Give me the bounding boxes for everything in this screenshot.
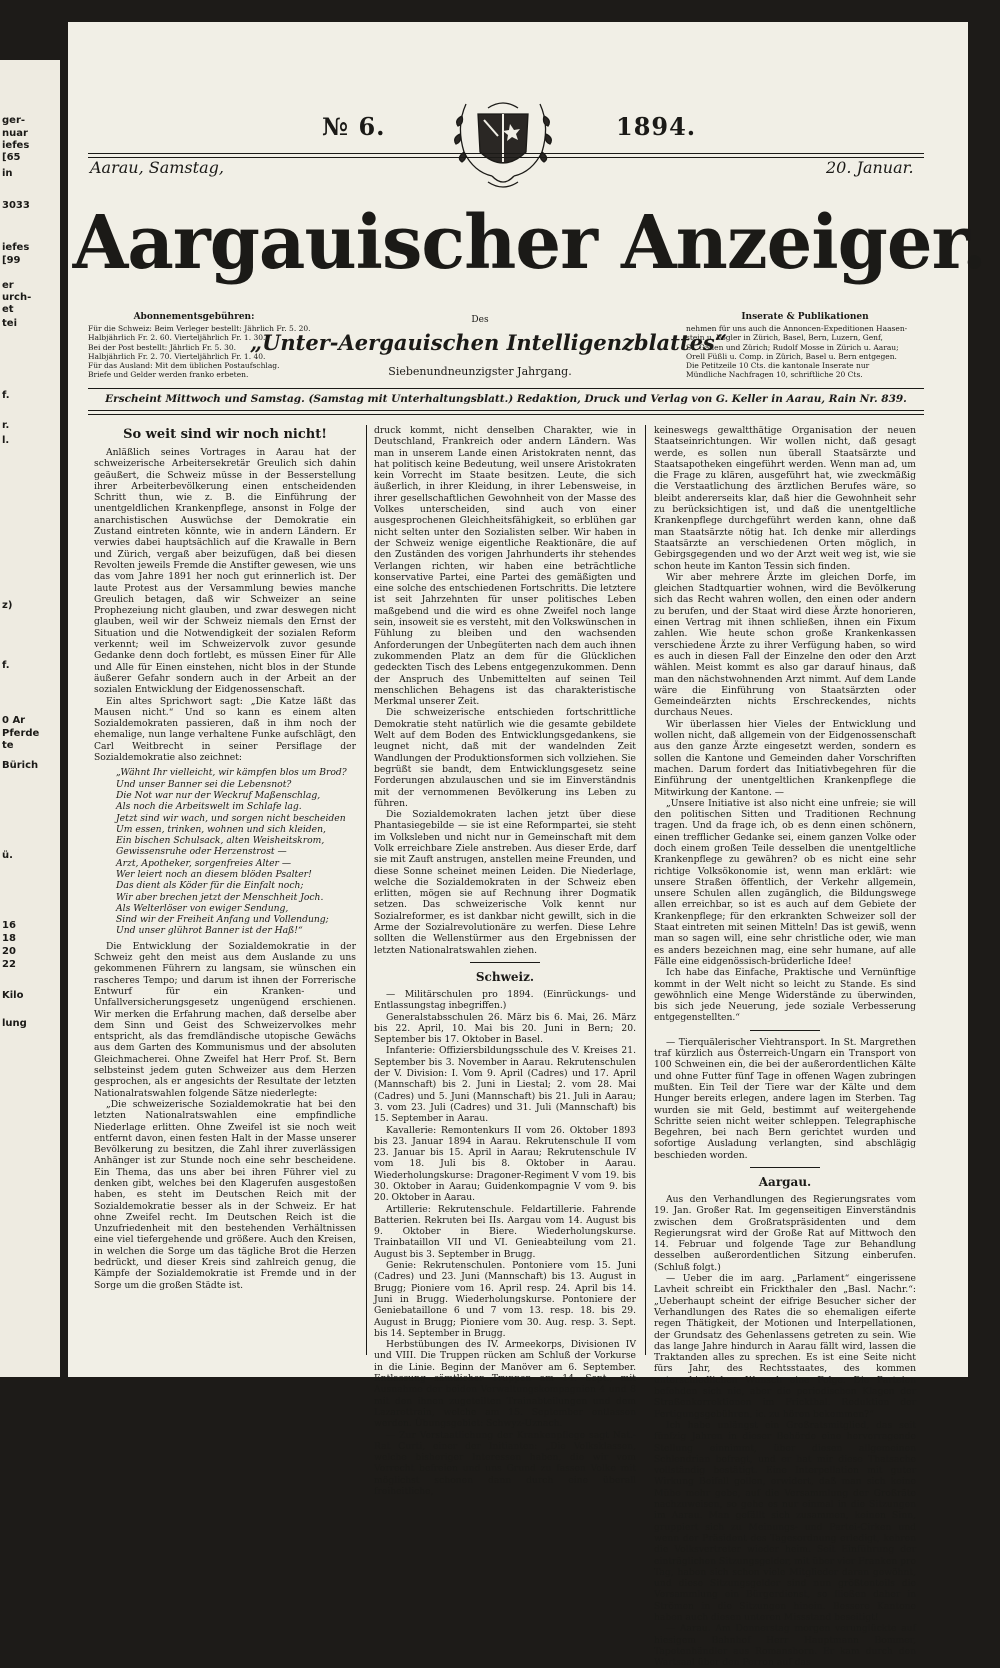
article-paragraph: Ein altes Sprichwort sagt: „Die Katze läßt das Mausen nicht.“ Und so kann es einem alten Sozialdemokraten passieren, daß in ihm noch der ehemalige, nun lange verhaltene Funke aufschlägt, den Carl Weitbrecht in seiner Persiflage der Sozialdemokratie also zeichnet: bbox=[94, 695, 356, 764]
subscription-line: Bei der Post bestellt: Jährlich Fr. 5. 30. bbox=[88, 342, 237, 352]
advertising-box bbox=[686, 312, 924, 380]
section-heading: Schweiz. bbox=[475, 969, 535, 984]
margin-fragment: urch- bbox=[2, 292, 32, 303]
article-paragraph: — Ueber die im aarg. „Parlament“ eingerissene Lavheit schreibt ein Frickthaler den „Basl. Nachr.“: „Ueberhaupt scheint der eifrige Besucher sicher der Verhandlungen des Rates die so ehemaligen eiferte regen Thätigkeit, der Motionen und Interpellationen, der Grundsatz des Gehenlassens getreten zu sein. Wie das lange Jahre hindurch in Aarau fällt wird, lassen die Traktanden alles zu sprechen. Es ist eine Seite nicht fürs Jahr, des Rechtsstaates, des kommen unterschiedlichen Wunsch eine Folge. Die Parteien befehden sich nie, aber die periodischen Klagen der Straßenkorrektionen im Frickthal. Reduktion der Fertigungsgebühren, ic. zu hören bekommen?“ bbox=[654, 1273, 916, 1420]
margin-fragment: r. bbox=[2, 420, 10, 431]
margin-fragment: iefes bbox=[2, 140, 30, 151]
margin-fragment: nuar bbox=[2, 128, 28, 139]
article-paragraph: Kavallerie: Remontenkurs II vom 26. Oktober 1893 bis 23. Januar 1894 in Aarau. Rekrutenschule II vom 23. Januar bis 15. April in Aarau; Rekrutenschule IV vom 18. Juli bis 8. Oktober in Aarau. Wiederholungskurse: Dragoner-Regiment V vom 19. bis 30. Oktober in Aarau; Guidenkompagnie V vom 9. bis 20. Oktober in Aarau. bbox=[374, 1124, 636, 1204]
column-3 bbox=[654, 425, 916, 1668]
subscription-line: Für die Schweiz: Beim Verleger bestellt: Jährlich Fr. 5. 20. bbox=[88, 324, 311, 333]
subscription-heading: Abonnementsgebühren: bbox=[133, 312, 255, 322]
article-paragraph: „Unsere Initiative ist also nicht eine unfreie; sie will den politischen Sitten und Traditionen Rechnung tragen. Und da frage ich, ob es denn einen schönern, einen trefflicher Gedanke sei, einem ganzen Volke oder doch einem großen Teile desselben die unentgeltliche Krankenpflege zu gewähren? ob es nicht eine sehr richtige Volksökonomie ist, wenn man erklärt: wie unsere Straßen öffentlich, der Verkehr allgemein, unsere Schulen allen zugänglich, die Bildungswege allen erreichbar, so ist es auch auf dem Gebiete der Krankenpflege; für den erkrankten Schweizer soll der Staat eintreten mit seinen Mitteln! Das ist gewiß, wenn man so sagen will, eine sehr christliche oder, wie man es anders bezeichnen mag, eine sehr humane, auf alle Fälle eine eidgenössisch-brüderliche Idee! bbox=[654, 797, 916, 967]
verse-line: Das dient als Köder für die Einfalt noch; bbox=[116, 880, 304, 892]
section-separator bbox=[750, 1167, 820, 1168]
margin-fragment: 18 bbox=[2, 933, 16, 944]
advertising-line: Orell Füßli u. Comp. in Zürich, Basel u. Bern entgegen. bbox=[686, 351, 897, 361]
verse-line: Gewissensruhe oder Herzenstrost — bbox=[116, 846, 287, 858]
section-heading: Aargau. bbox=[758, 1175, 812, 1189]
margin-fragment: Bürich bbox=[2, 760, 39, 771]
verse-line: Sind wir der Freiheit Anfang und Vollendung; bbox=[116, 914, 329, 926]
article-paragraph: — Militärschulen pro 1894. (Einrückungs- und Entlassungstag inbegriffen.) bbox=[374, 988, 636, 1012]
previous-page-edge bbox=[0, 60, 60, 1377]
issue-number: № 6. bbox=[322, 112, 386, 141]
verse-line: „Wähnt Ihr vielleicht, wir kämpfen blos um Brod? bbox=[116, 767, 347, 779]
subscription-line: Für das Ausland: Mit dem üblichen Postaufschlag. bbox=[88, 361, 280, 371]
margin-fragment: iefes bbox=[2, 242, 30, 253]
article-paragraph: keineswegs gewaltthätige Organisation der neuen Staatseinrichtungen. Wir wollen nicht, daß gesagt werde, es sollen nun überall Staatsärzte und Staatsapotheken eingeführt werden. Wenn man ad, um die Frage zu klären, ausgeführt hat, wie zweckmäßig die Verstaatlichung des ärztlichen Berufes wäre, so bleibt andererseits klar, daß hier die Gewohnheit sehr zu berücksichtigen ist, und daß die unentgeltliche Krankenpflege durchgeführt werden kann, ohne daß man Staatsärzte nötig hat. Ich denke mir allerdings Staatsärzte an verschiedenen Orten möglich, in Gebirgsgegenden und wo der Arzt weit weg ist, wie sie schon heute im Kanton Tessin sich finden. bbox=[654, 425, 916, 572]
margin-fragment: f. bbox=[2, 390, 10, 401]
verse-line: Als noch die Arbeitswelt im Schlafe lag. bbox=[116, 801, 302, 813]
article-paragraph: Ich habe das Einfache, Praktische und Vernünftige kommt in der Welt nicht so leicht zu Stande. Es sind gewöhnlich eine Menge Widerstände zu überwinden, bis sich jede Neuerung, jede soziale Verbesserung entgegenstellten.“ bbox=[654, 967, 916, 1024]
article-paragraph: Wir überlassen hier Vieles der Entwicklung und wollen nicht, daß allgemein von der Eidgenossenschaft aus den ganze Ärzte eingesetzt werden, sondern es sollen die Kantone und Gemeinden daher Vorschriften machen. Darum fordert das Initiativbegehren für die Einführung der unentgeltlichen Krankenpflege die Mitwirkung der Kantone. — bbox=[654, 718, 916, 798]
advertising-line: Die Petitzeile 10 Cts. die kantonale Inserate nur bbox=[686, 361, 870, 371]
margin-fragment: Pferde bbox=[2, 728, 40, 739]
margin-fragment: l. bbox=[2, 435, 10, 446]
verse-line: Arzt, Apotheker, sorgenfreies Alter — bbox=[116, 857, 292, 869]
advertising-heading: Inserate & Publikationen bbox=[741, 312, 869, 322]
subscription-line: Halbjährlich Fr. 2. 70. Vierteljährlich Fr. 1. 40. bbox=[88, 351, 266, 361]
margin-fragment: ger- bbox=[2, 115, 26, 126]
place-and-day: Aarau, Samstag, bbox=[90, 158, 224, 177]
advertising-line: St. Gallen und Zürich; Rudolf Mosse in Zürich u. Aarau; bbox=[686, 342, 899, 352]
subscription-line: Briefe und Gelder werden franko erbeten. bbox=[88, 370, 249, 380]
margin-fragment: z) bbox=[2, 600, 13, 611]
article-paragraph: Herbstübungen des IV. Armeekorps, Divisionen IV und VIII. Die Truppen rücken am Schluß der Vorkurse in die Linie. Beginn der Manöver am 6. September. Entlassung sämtlicher Truppen am 14. Sept., mit Ausnahme der beiden Verwaltungskompagnien 4 und 8 mit den ihnen zugeteilten Trainabteilungen und dem Lazarettrain, welche am 15. September entlassen werden. Übungsgebiet: Schwyz-Uznach. bbox=[374, 1339, 636, 1430]
verse-line: Um essen, trinken, wohnen und sich kleiden, bbox=[116, 823, 326, 835]
margin-fragment: 16 bbox=[2, 920, 16, 931]
issue-year: 1894. bbox=[616, 112, 697, 141]
verse-line: Und unser glührot Banner ist der Haß!“ bbox=[116, 925, 303, 937]
article-heading: So weit sind wir noch nicht! bbox=[123, 427, 327, 442]
margin-fragment: 20 bbox=[2, 946, 16, 957]
article-paragraph: Aus den Verhandlungen des Regierungsrates vom 19. Jan. Großer Rat. Im gegenseitigen Einverständnis zwischen dem Großratspräsidenten und dem Regierungsrat wird der Große Rat auf Mittwoch den 14. Februar und folgende Tage zur Behandlung desselben außerordentlichen Sitzung einberufen. (Schluß folgt.) bbox=[654, 1194, 916, 1273]
margin-fragment: f. bbox=[2, 660, 10, 671]
margin-fragment: [65 bbox=[2, 152, 21, 163]
imprint-top-rule bbox=[88, 388, 924, 389]
article-paragraph: Artillerie: Rekrutenschule. Feldartillerie. Fahrende Batterien. Rekruten bei IIs. Aargau vom 14. August bis 9. Oktober in Biere. Wiederholungskurse. Trainbataillon VII und VI. Genieabteilung vom 21. August bis 3. September in Brugg. bbox=[374, 1203, 636, 1260]
verse-line: Die Not war nur der Weckruf Maßenschlag, bbox=[116, 789, 321, 801]
imprint-bottom-rule bbox=[88, 410, 924, 415]
margin-fragment: er bbox=[2, 280, 14, 291]
subscription-line: Halbjährlich Fr. 2. 60. Vierteljährlich Fr. 1. 30. bbox=[88, 333, 266, 343]
newspaper-title: Aargauischer Anzeiger. bbox=[72, 200, 986, 286]
advertising-line: stein u. Vogler in Zürich, Basel, Bern, Luzern, Genf, bbox=[686, 333, 883, 343]
coat-of-arms-emblem bbox=[448, 96, 558, 194]
column-divider bbox=[645, 425, 646, 1355]
margin-fragment: in bbox=[2, 168, 13, 179]
article-paragraph: Die Entwicklung der Sozialdemokratie in der Schweiz geht den meist aus dem Auslande zu uns gekommenen Führern zu langsam, sie wünschen ein rascheres Tempo; und darum ist ihnen der Forrerische Entwurf für ein Kranken- und Unfallversicherungsgesetz ungenügend erschienen. Wir merken die Erfahrung machen, daß derselbe aber dem Sinn und Geist des Schweizervolkes mehr entspricht, als das fremdländische utopische Gewächs aus dem Garten des Kommunismus und der absoluten Gleichmacherei. Ohne Zweifel hat Herr Prof. St. Bern selbsteinst jedem guten Schweizer aus dem Herzen gesprochen, als er angesichts der Resultate der letzten Nationalratswahlen folgende Sätze niederlegte: bbox=[94, 940, 356, 1099]
article-paragraph: Infanterie: Offiziersbildungsschule des V. Kreises 21. September bis 3. November in Aarau. Rekrutenschulen der V. Division: I. Vom 9. April (Cadres) und 17. April (Mannschaft) bis 2. Juni in Liestal; 2. vom 28. Mai (Cadres) und 5. Juni (Mannschaft) bis 21. Juli in Aarau; 3. vom 23. Juli (Cadres) und 31. Juli (Mannschaft) bis 15. September in Aarau. bbox=[374, 1045, 636, 1125]
column-2 bbox=[374, 425, 636, 1498]
verse-line: Wer leiert noch an diesem blöden Psalter! bbox=[116, 868, 312, 880]
advertising-line: nehmen für uns auch die Annoncen-Expeditionen Haasen- bbox=[686, 324, 908, 333]
margin-fragment: 3033 bbox=[2, 200, 30, 211]
article-paragraph: Genie: Rekrutenschulen. Pontoniere vom 15. Juni (Cadres) und 23. Juni (Mannschaft) bis 13. August in Brugg; Pioniere vom 16. April resp. 24. April bis 14. Juni in Brugg. Wiederholungskurse. Pontoniere der Geniebataillone 6 und 7 vom 13. resp. 18. bis 29. August in Brugg; Pioniere vom 30. Aug. resp. 3. Sept. bis 14. September in Brugg. bbox=[374, 1260, 636, 1339]
margin-fragment: tei bbox=[2, 318, 17, 329]
article-paragraph: Wir aber mehrere Ärzte im gleichen Dorfe, im gleichen Stadtquartier wohnen, wird die Bevölkerung sich das Recht wahren wollen, den einen oder andern zu berufen, und der Staat wird diese Ärzte honorieren, einen Vertrag mit ihnen schließen, ihnen ein Fixum zahlen. Wie heute schon große Krankenkassen verschiedene Ärzte zu ihrer Verfügung haben, so wird es auch in diesen Fall der Einzelne den oder den Arzt wählen. Meist kommt es also gar darauf hinaus, daß man den nächstwohnenden Arzt nimmt. Auf dem Lande wäre die Einführung von Staatsärzten oder Gemeindeärzten nichts Erschreckendes, nichts durchaus Neues. bbox=[654, 571, 916, 719]
margin-fragment: te bbox=[2, 740, 14, 751]
margin-fragment: lung bbox=[2, 1018, 27, 1029]
verse-line: Als Welterlöser von ewiger Sendung, bbox=[116, 902, 289, 914]
imprint-line: Erscheint Mittwoch und Samstag. (Samstag mit Unterhaltungsblatt.) Redaktion, Druck und Verlag von G. Keller in Aarau, Rain Nr. 839. bbox=[105, 393, 907, 405]
margin-fragment: 0 Ar bbox=[2, 715, 26, 726]
article-paragraph: Die schweizerische entschieden fortschrittliche Demokratie steht natürlich wie die gesamte gebildete Welt auf dem Boden des Entwicklungsgedankens, sie leugnet nicht, daß mit der wandelnden Zeit Wandlungen der Produktionsformen sich vollziehen. Sie begrüßt sie bandt, dem Entwicklungsgesetz seine Forderungen abzulauschen und sie im Einverständnis mit der vernommenen Bevölkerung ins Leben zu führen. bbox=[374, 707, 636, 809]
issue-date: 20. Januar. bbox=[826, 158, 914, 177]
section-separator bbox=[470, 962, 540, 963]
verse-line: Ein bischen Schulsack, alten Weisheitskrom, bbox=[116, 835, 325, 847]
article-paragraph: — Aarau. Am Donnerstag morgen verunglückte auf hiesigem Bahnhof Herr Hauptmann Bommer, Tapetenhändler aus Romanshorn. Er kam durch den Wartsaal über den Perron auf das bbox=[654, 1623, 916, 1668]
article-paragraph: Generalstabsschulen 26. März bis 6. Mai, 26. März bis 22. April, 10. Mai bis 20. Juni in Bern; 20. September bis 17. Oktober in Basel. bbox=[374, 1011, 636, 1046]
advertising-line: Mündliche Nachfragen 10, schriftliche 20 Cts. bbox=[686, 370, 863, 380]
section-separator bbox=[750, 1030, 820, 1031]
article-paragraph: „Die schweizerische Sozialdemokratie hat bei den letzten Nationalratswahlen eine empfindliche Niederlage erlitten. Ohne Zweifel ist sie noch weit entfernt davon, einen festen Halt in der Masse unserer Bevölkerung zu besitzen, die Zahl ihrer zuverlässigen Anhänger ist zur Stunde noch eine sehr bescheidene. Ein Thema, das uns aber bei ihren Führer viel zu denken gibt, welches bei den Klagerufen ausgestoßen haben, es steht im Deutschen Reich mit der Sozialdemokratie besser als in der Schweiz. Er hat ohne Zweifel recht. Im Deutschen Reich ist die Unzufriedenheit mit den bestehenden Verhältnissen eine viel tiefergehende und größere. Auch den Kreisen, in welchen die Sorge um das tägliche Brot die Herzen bedrückt, und dieser Kreis sind zahlreich genug, die Kämpfe der Sozialdemokratie ist Fremde und in der Sorge um die großen Städte ist. bbox=[94, 1098, 356, 1291]
margin-fragment: 22 bbox=[2, 959, 16, 970]
margin-fragment: Kilo bbox=[2, 990, 24, 1001]
article-paragraph: Anläßlich seines Vortrages in Aarau hat der schweizerische Arbeitersekretär Greulich sich dahin geäußert, die Schweiz müsse in der Besserstellung ihrer Arbeiterbevölkerung einen entscheidenden Schritt thun, wie z. B. die Einführung der unentgeldlichen Krankenpflege, ansonst in Folge der anarchistischen Auswüchse der Demokratie ein Zustand eintreten könnte, wie in andern Ländern. Er verwies dabei hauptsächlich auf die Krawalle in Bern und Zürich, vergaß aber beizufügen, daß bei diesen Revolten jeweils Fremde die Anstifter gewesen, wie uns das vom Jahre 1891 her noch gut erinnerlich ist. Der laute Protest aus der Versammlung bewies manche Greulich betagen, daß wir Schweizer an seine Prophezeiung nicht glauben, und zwar deswegen nicht glauben, weil wir der Schweiz niemals den Ernst der Situation und die Notwendigkeit der sozialen Reform verkennt; weil im Schweizervolk zuvor gesunde Gedanke denn doch fortlebt, es müssen Einer für Alle und Alle für Einen einstehen, nicht blos in der Stunde äußerer Gefahr sondern auch in der Arbeit an der sozialen Entwicklung der Eidgenossenschaft. bbox=[94, 447, 356, 696]
verse-line: Jetzt sind wir wach, und sorgen nicht bescheiden bbox=[116, 812, 346, 824]
margin-fragment: [99 bbox=[2, 255, 21, 266]
margin-fragment: et bbox=[2, 304, 14, 315]
column-divider bbox=[366, 425, 367, 1355]
verse-line: Und unser Banner sei die Lebensnot? bbox=[116, 778, 292, 790]
subtitle-intro: Des bbox=[471, 315, 489, 325]
article-paragraph: druck kommt, nicht denselben Charakter, wie in Deutschland, Frankreich oder andern Ländern. Was man in unserem Lande einen Aristokraten nennt, das hat politisch keine Bedeutung, weil unsere Aristokraten kein Vorrecht im Staate besitzen. Leute, die sich äußerlich, in ihrer Kleidung, in ihrer Lebensweise, in ihrer gesellschaftlichen Gewohnheit von der Masse des Volkes unterscheiden, sind auch von einer ausgesprochenen Gleichheitsfähigkeit, so erblühen gar nicht selten unter den Sozialisten selber. Wir haben in der Schweiz wenige eigentliche Reaktionäre, die auf den Zuständen des vorigen Jahrhunderts ihr stehendes Verlangen richten, wir haben eine beträchtliche konservative Partei, eine Partei des gemäßigten und eine solche des entschiedenen Fortschritts. Die letztere ist seit Jahrzehnten für unser politisches Leben maßgebend und die wird es ohne Zweifel noch lange sein, insoweit sie es versteht, mit den Volkswünschen in Fühlung zu bleiben und den wachsenden Anforderungen der Unbegüterten nach dem auch ihnen zukommenden Platz an dem für die Glücklichen gedeckten Tisch des Lebens entgegenzukommen. Denn der Anspruch des Unbemittelten auf seinen Teil menschlichen Behagens ist das charakteristische Merkmal unserer Zeit. bbox=[374, 425, 636, 708]
article-paragraph: — Tierquälerischer Viehtransport. In St. Margrethen traf kürzlich aus Österreich-Ungarn ein Transport von 100 Schweinen ein, die bei der außerordentlichen Kälte und ohne Futter fünf Tage in offenen Wagen zubringen mußten. Ein Teil der Tiere war der Kälte und dem Hunger bereits erlegen, andere lagen im Sterben. Tag wurden sie mit Geld, bestimmt auf weitergehende Schritte seien nicht weiter schleppen. Telegraphische Begehren, bei nach Bern gerichtet wurden und sofortige Ausladung verlangten, sind abschlägig beschieden worden. bbox=[654, 1036, 916, 1161]
margin-fragment: ü. bbox=[2, 850, 13, 861]
column-1 bbox=[94, 425, 356, 1355]
volume-line: Siebenundneunzigster Jahrgang. bbox=[388, 365, 572, 378]
article-paragraph: — Zur Verstaatlichung der Krankenpflege sagt Nat.-Rat Curti, einer der Initianten: „Die Volksklassen, welche bisheriger Interessen haben, die wir vom Vorrecht befreien und uns Grund zu fassen Volke mit möglichst schonen dann durch eine überall freiheitliche, bbox=[374, 1429, 636, 1498]
article-paragraph: Ich habe unlängst ein Großratsmitglied, das seit fünfzig Jahren in dieser Behörde eine hervorragende Stellung einnimmt, über diesen allgemeinen Schlendrian befragt, und er hat mir diese Thatsache vollständig bestätigt. Eine Interpellation mit guter Wirkung Beifall gollen, erwidert, daß man sich keine Mühe mehr gebe, auf die Versammlung der Großräte nachzuweisen, so gehe es nur einmal in die Sitzungen im Aarau. Man gefällt sich zusammen, keinen Sinn, gruppiert sich zu Meinungs- und Partei-Cirken und wenn der Präsident des Tagesordnung erledigt, kehren die Volksvertreter wieder heim. Seit Einführung der einträglichen Sitzungsgelder, mit über vier Franken pro Tag, haben sich schon viele Mitglieder daran gewöhnt, und diese Sitzungsgelder sind nun größtenteils die Versammlung ein Bürgerdienst, so fließen daher in Strömen in die Sitzungen hinein. Bessere Kantone haben auch diesen unteren Missstand beseitigt! bbox=[654, 1419, 916, 1623]
subtitle: „Unter-Aergauischen Intelligenzblattes“ bbox=[250, 330, 727, 355]
verse-line: Wir aber brechen jetzt der Menschheit Joch. bbox=[116, 891, 324, 903]
article-paragraph: Die Sozialdemokraten lachen jetzt über diese Phantasiegebilde — sie ist eine Reformpartei, sie steht im Volksleben und nicht nur in Gemeinschaft mit dem Volk erreichbare Ziele anstreben. Aus dieser Erde, darf sie mit Zauft anstrugen, anstellen meine Freunden, und diese Sonne scheinet meinen Leiden. Die Niederlage, welche die Sozialdemokraten in der Schweiz eben erlitten, mögen sie auf Rechnung ihrer Dogmatik setzen. Das schweizerische Volk kennt nur Sozialreformer, es ist dankbar nicht gewillt, sich in die Arme der Sozialrevolutionäre zu werfen. Diese Lehre sollten die Wellenstürmer aus den Ergebnissen der letzten Nationalratswahlen ziehen. bbox=[374, 809, 636, 956]
